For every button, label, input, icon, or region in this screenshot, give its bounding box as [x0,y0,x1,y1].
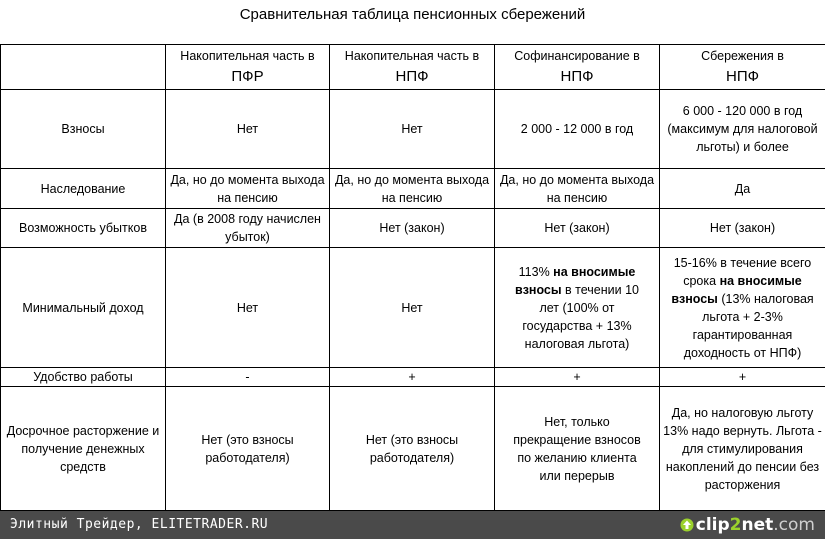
header-npf-line1: Накопительная часть в [344,49,480,63]
brand-part2: 2 [729,515,742,535]
header-savings-line1: Сбережения в [701,49,784,63]
cell-inheritance-npf: Да, но до момента выхода на пенсию [330,169,495,209]
row-label-min-income: Минимальный доход [1,248,166,368]
cell-min-income-savings [660,248,825,368]
cell-inheritance-pfr: Да, но до момента выхода на пенсию [166,169,330,209]
cell-convenience-cofin: + [495,368,660,387]
header-cell-cofin [495,45,660,90]
table-row [1,387,825,511]
cell-contributions-cofin: 2 000 - 12 000 в год [495,90,660,169]
cell-contributions-savings: 6 000 - 120 000 в год (максимум для налоговой льготы) и более [660,90,825,169]
brand-part4: .com [773,515,815,535]
row-label-convenience: Удобство работы [1,368,166,387]
brand-logo [680,511,815,539]
cell-min-income-pfr: Нет [166,248,330,368]
cell-early-termination-pfr: Нет (это взносы работодателя) [166,387,330,511]
header-cell-savings [660,45,825,90]
cell-min-income-npf: Нет [330,248,495,368]
cell-contributions-npf: Нет [330,90,495,169]
cell-min-income-cofin [495,248,660,368]
min-income-cofin-bold: на вносимые взносы [515,264,636,297]
min-income-cofin-pre: 113% [518,264,554,279]
row-label-losses: Возможность убытков [1,209,166,248]
table-row [1,248,825,368]
page-title: Сравнительная таблица пенсионных сбережений [239,6,586,23]
cell-early-termination-cofin: Нет, только прекращение взносов по желанию клиента или перерыв [495,387,660,511]
cell-convenience-pfr: - [166,368,330,387]
brand-part3: net [741,515,774,535]
min-income-savings-post: (13% налоговая льгота + 2-3% гарантированная доходность от НПФ) [683,291,814,360]
header-cofin-line2: НПФ [560,68,594,85]
row-label-early-termination: Досрочное расторжение и получение денежных средств [1,387,166,511]
header-cell-npf [330,45,495,90]
row-label-inheritance: Наследование [1,169,166,209]
cell-losses-savings: Нет (закон) [660,209,825,248]
cell-convenience-savings: + [660,368,825,387]
table-row [1,169,825,209]
header-row [1,45,825,90]
table-row [1,90,825,169]
cell-losses-cofin: Нет (закон) [495,209,660,248]
footer-bar [0,511,825,539]
cell-losses-npf: Нет (закон) [330,209,495,248]
brand-part1: clip [695,515,730,535]
table-row [1,209,825,248]
header-savings-line2: НПФ [725,68,760,85]
cell-contributions-pfr: Нет [166,90,330,169]
min-income-cofin-post: в течении 10 лет (100% от государства + 13% налоговая льгота) [522,282,639,351]
min-income-savings-bold: на вносимые взносы [671,273,802,306]
header-cofin-line1: Софинансирование в [514,49,640,63]
header-cell-empty [1,45,166,90]
upload-arrow-icon [680,518,694,532]
min-income-savings-pre: 15-16% в течение всего срока [673,255,812,288]
cell-early-termination-savings: Да, но налоговую льготу 13% надо вернуть. Льгота - для стимулирования накоплений до пенсии без расторжения [660,387,825,511]
header-npf-line2: НПФ [395,68,429,85]
comparison-table [0,44,825,511]
cell-losses-pfr: Да (в 2008 году начислен убыток) [166,209,330,248]
cell-early-termination-npf: Нет (это взносы работодателя) [330,387,495,511]
header-cell-pfr [166,45,330,90]
cell-inheritance-savings: Да [660,169,825,209]
header-pfr-line1: Накопительная часть в [180,49,315,63]
cell-inheritance-cofin: Да, но до момента выхода на пенсию [495,169,660,209]
header-pfr-line2: ПФР [231,68,264,85]
cell-convenience-npf: + [330,368,495,387]
row-label-contributions: Взносы [1,90,166,169]
table-row [1,368,825,387]
footer-source-text: Элитный Трейдер, ELITETRADER.RU [10,517,269,532]
